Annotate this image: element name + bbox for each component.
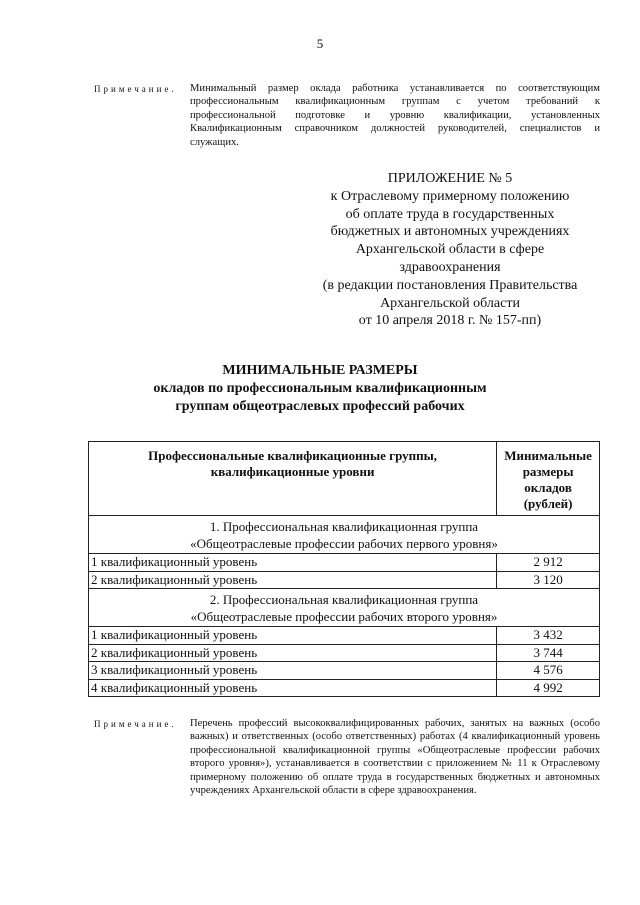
level-value: 3 120 (497, 571, 600, 589)
table-row (89, 662, 600, 680)
table-row (89, 627, 600, 645)
appendix-line: бюджетных и автономных учреждениях (330, 224, 570, 240)
appendix-block (300, 170, 600, 330)
table-header-row (89, 442, 600, 516)
header-group-line: квалификационные уровни (210, 464, 375, 479)
table-row (89, 571, 600, 589)
note-salary-basis (94, 82, 600, 149)
heading-subtitle-line: окладов по профессиональным квалификационным (153, 381, 487, 396)
appendix-line: Архангельской области (380, 295, 520, 311)
group-title (89, 589, 600, 627)
table-row (89, 644, 600, 662)
header-min-line: размеры (522, 464, 574, 479)
heading-title: МИНИМАЛЬНЫЕ РАЗМЕРЫ (222, 363, 418, 378)
level-value: 3 432 (497, 627, 600, 645)
level-name: 3 квалификационный уровень (89, 662, 497, 680)
level-name: 1 квалификационный уровень (89, 627, 497, 645)
group-title-line: 2. Профессиональная квалификационная группа (209, 592, 479, 607)
level-name: 2 квалификационный уровень (89, 644, 497, 662)
appendix-line: от 10 апреля 2018 г. № 157-пп) (358, 313, 542, 329)
appendix-title: ПРИЛОЖЕНИЕ № 5 (387, 171, 513, 186)
header-group-column (89, 442, 497, 516)
heading-subtitle-line: группам общеотраслевых профессий рабочих (175, 399, 465, 414)
group-title-line: 1. Профессиональная квалификационная группа (209, 519, 479, 534)
level-value: 2 912 (497, 554, 600, 572)
note-professions-list (94, 717, 600, 797)
level-value: 4 576 (497, 662, 600, 680)
appendix-line: Архангельской области в сфере (355, 242, 545, 258)
header-min-line: окладов (524, 480, 572, 495)
appendix-line: (в редакции постановления Правительства (322, 277, 578, 293)
note-label: Примечание. (94, 719, 177, 729)
table-row (89, 679, 600, 697)
header-min-line: Минимальные (504, 448, 592, 463)
header-group-line: Профессиональные квалификационные группы, (148, 448, 438, 463)
appendix-line: к Отраслевому примерному положению (330, 188, 570, 204)
page-number: 5 (316, 36, 324, 51)
group-row (89, 589, 600, 627)
appendix-line: здравоохранения (399, 259, 501, 275)
level-name: 4 квалификационный уровень (89, 679, 497, 697)
header-min-line: (рублей) (523, 496, 573, 511)
appendix-line: об оплате труда в государственных (345, 206, 555, 222)
level-name: 2 квалификационный уровень (89, 571, 497, 589)
table-row (89, 554, 600, 572)
note-label: Примечание. (94, 84, 177, 94)
group-title-line: «Общеотраслевые профессии рабочих второго уровня» (190, 608, 498, 624)
group-title-line: «Общеотраслевые профессии рабочих первого уровня» (190, 535, 498, 551)
group-title (89, 516, 600, 554)
note-text: Минимальный размер оклада работника устанавливается по соответствующим профессиональным квалификационным группам с учетом требований к профессиональной подготовке и уровню квалификации, установленных Квалификационным справочником должностей руководителей, специалистов и служащих. (190, 83, 600, 148)
level-value: 3 744 (497, 644, 600, 662)
document-heading (0, 362, 640, 416)
level-value: 4 992 (497, 679, 600, 697)
group-row (89, 516, 600, 554)
level-name: 1 квалификационный уровень (89, 554, 497, 572)
note-text: Перечень профессий высококвалифицированных рабочих, занятых на важных (особо важных) и ответственных (особо ответственных) работах (4 квалификационный уровень профессиональной квалификационной группы «Общеотраслевые профессии рабочих второго уровня»), устанавливается в соответствии с приложением № 11 к Отраслевому примерному положению об оплате труда в государственных бюджетных и автономных учреждениях Архангельской области в сфере здравоохранения. (190, 718, 600, 797)
header-min-salary-column (497, 442, 600, 516)
salary-table (88, 441, 600, 697)
